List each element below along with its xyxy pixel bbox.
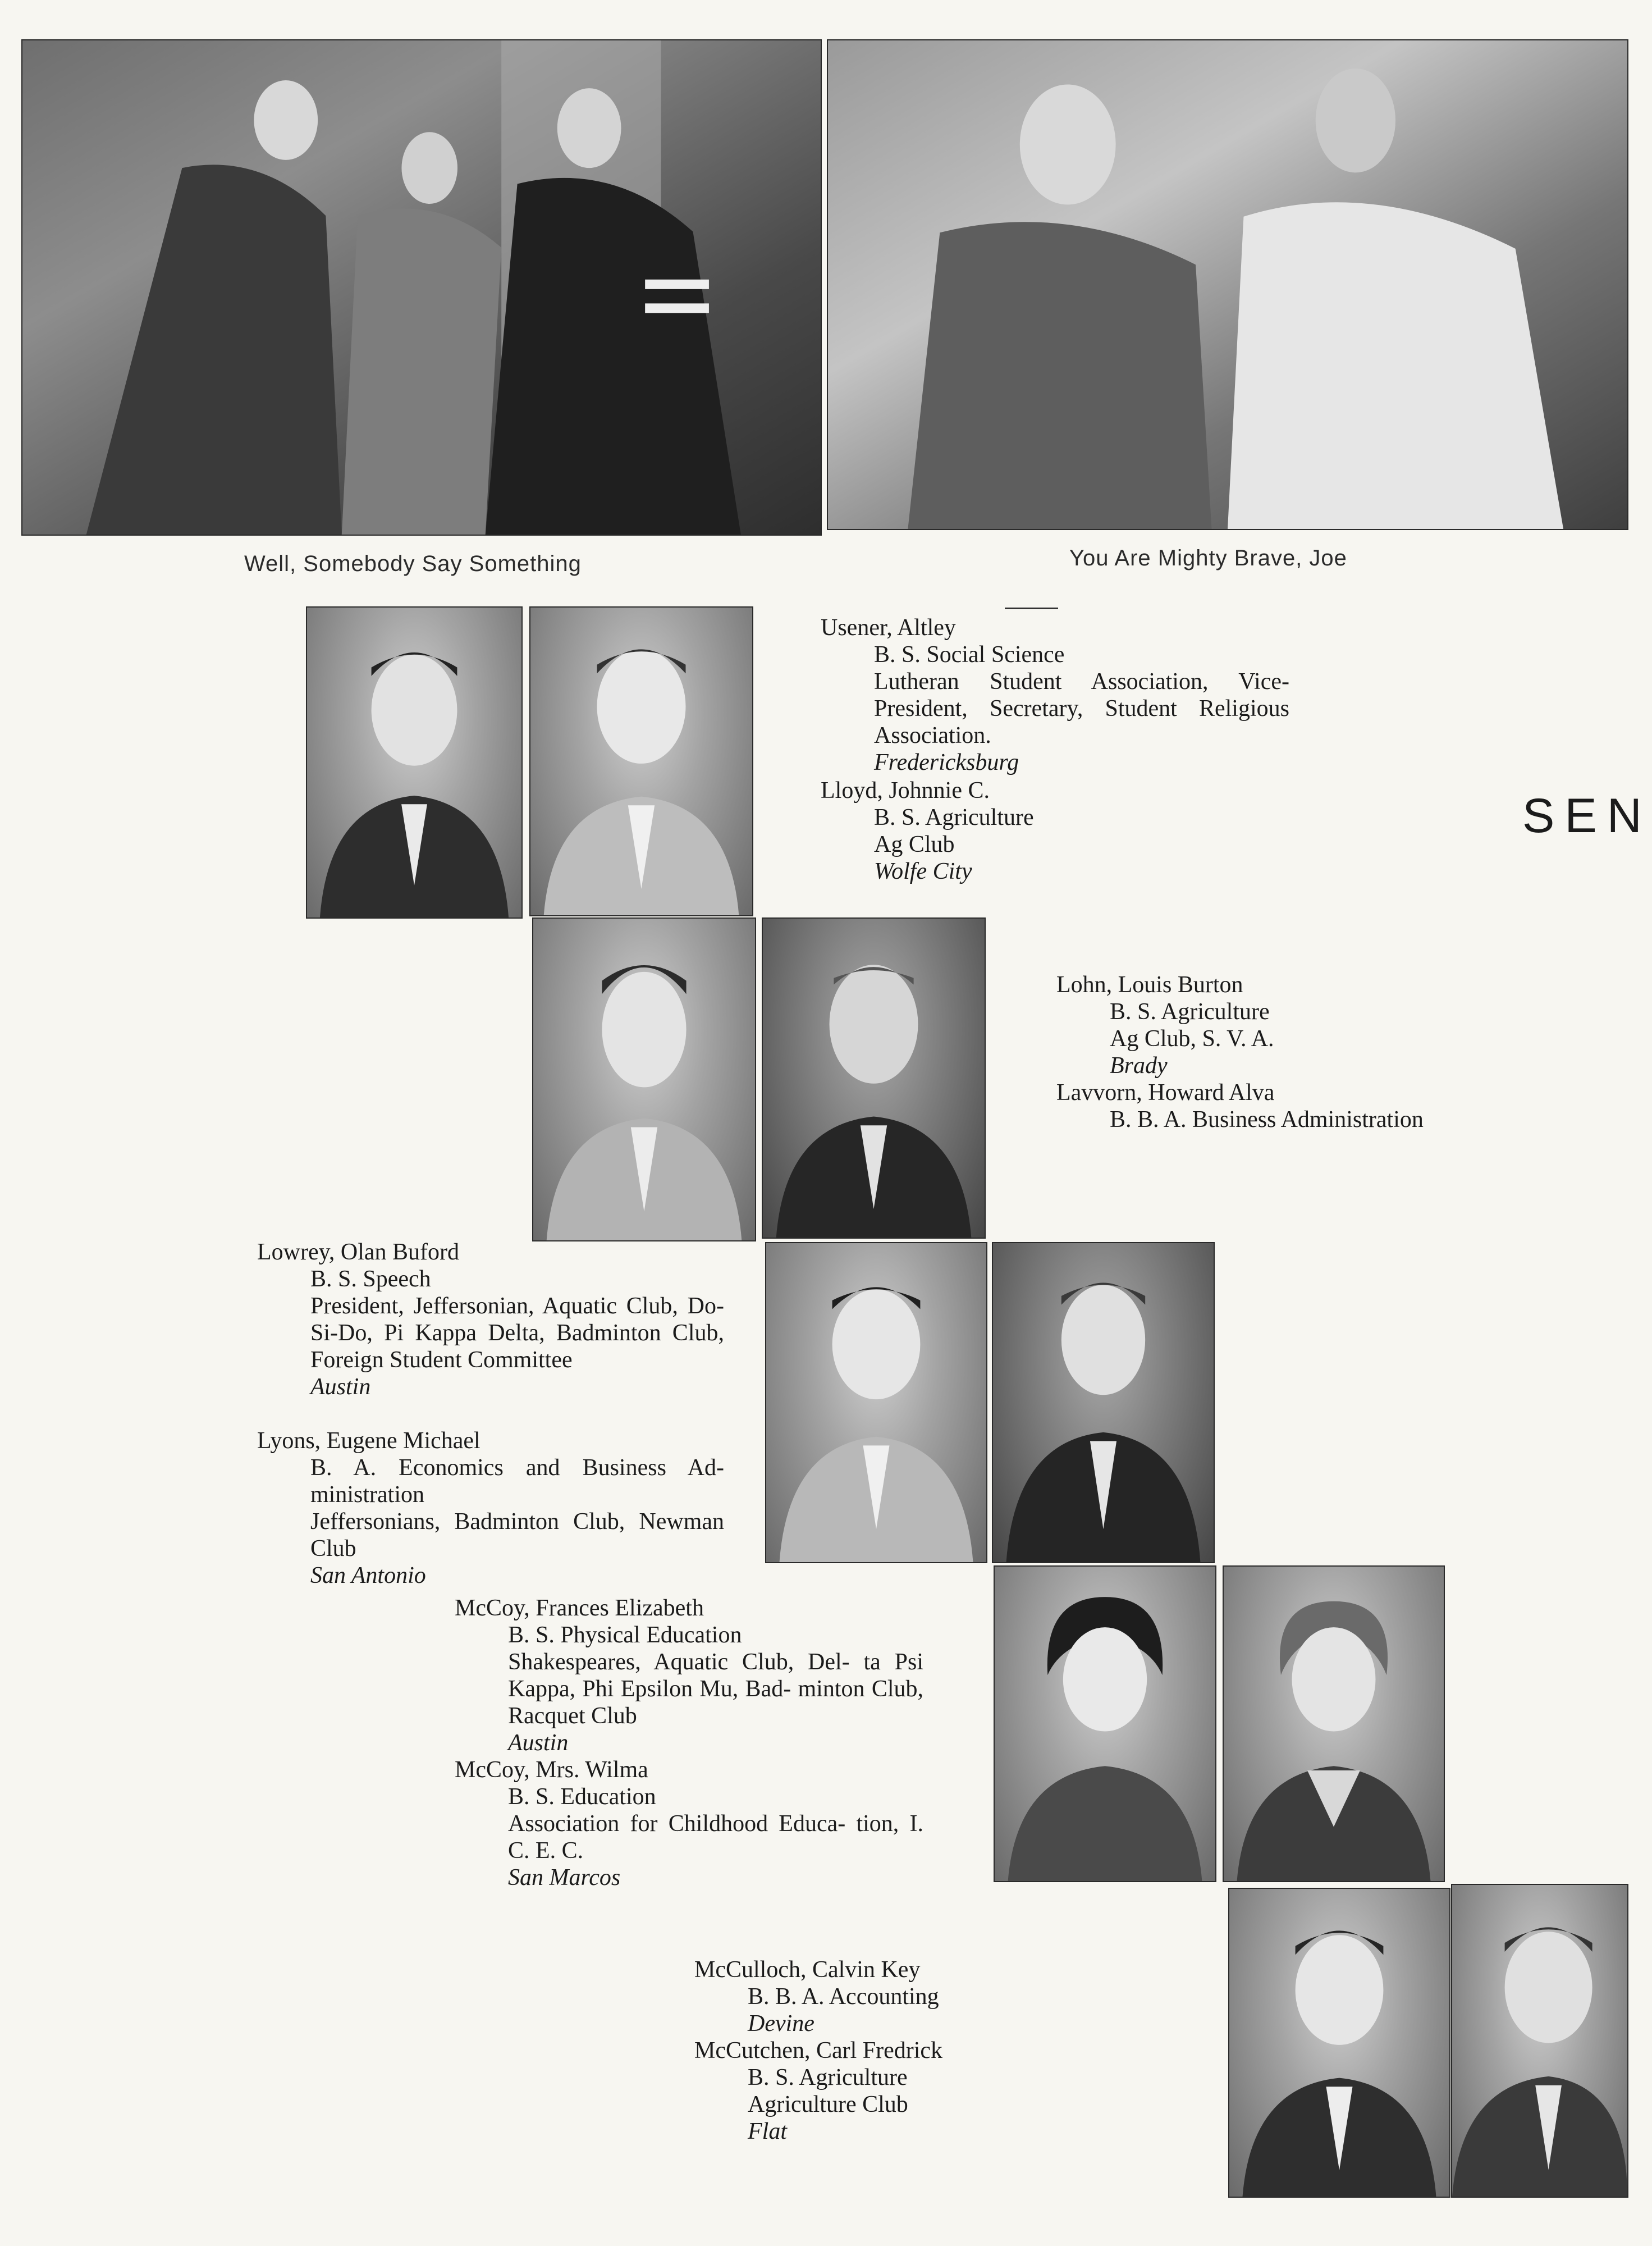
- entry-activities: Ag Club: [874, 832, 955, 857]
- portrait-usener: [306, 606, 523, 919]
- entry-lowrey: [257, 1239, 724, 1400]
- entry-activities: President, Jeffersonian, Aquatic Club, Do-Si-Do, Pi Kappa Delta, Badminton Club, Foreign Student Committee: [310, 1293, 724, 1373]
- entry-mccoy-frances: [455, 1595, 923, 1756]
- entry-degree: B. S. Agriculture: [748, 2065, 908, 2090]
- entry-degree: B. S. Agriculture: [874, 805, 1034, 830]
- entry-name: McCoy, Mrs. Wilma: [455, 1757, 648, 1783]
- candid-photo-right: [827, 39, 1628, 530]
- entry-activities: Lutheran Student Association, Vice-President, Secretary, Student Religious Association.: [874, 669, 1289, 748]
- entry-name: Lloyd, Johnnie C.: [821, 778, 990, 804]
- entry-usener: [821, 614, 1289, 776]
- portrait-mccutchen: [1451, 1884, 1628, 2198]
- entry-name: Lyons, Eugene Michael: [257, 1428, 481, 1454]
- portrait-lohn: [532, 917, 756, 1241]
- portrait-lowrey: [765, 1242, 987, 1563]
- entry-hometown: Austin: [310, 1374, 371, 1400]
- photo-caption-left: Well, Somebody Say Something: [244, 551, 582, 576]
- entry-hometown: San Marcos: [508, 1865, 621, 1891]
- entry-mcculloch: [694, 1956, 1087, 2037]
- entry-name: Lowrey, Olan Buford: [257, 1239, 460, 1265]
- entry-hometown: Austin: [508, 1730, 569, 1756]
- entry-hometown: Wolfe City: [874, 859, 972, 884]
- entry-activities: Shakespeares, Aquatic Club, Del- ta Psi Kappa, Phi Epsilon Mu, Bad- minton Club, Racquet Club: [508, 1649, 923, 1729]
- entry-name: McCulloch, Calvin Key: [694, 1957, 921, 1983]
- entry-name: Lavvorn, Howard Alva: [1056, 1080, 1275, 1106]
- entry-name: McCoy, Frances Elizabeth: [455, 1595, 704, 1621]
- entry-lohn: [1056, 971, 1562, 1079]
- entry-degree: B. S. Education: [508, 1784, 656, 1810]
- portrait-lavvorn: [762, 917, 986, 1239]
- entry-degree: B. B. A. Accounting: [748, 1984, 939, 2010]
- entry-activities: Association for Childhood Educa- tion, I. C. E. C.: [508, 1811, 923, 1864]
- portrait-mccoy-wilma: [1223, 1565, 1445, 1882]
- portrait-mcculloch: [1228, 1888, 1450, 2198]
- portrait-lyons: [992, 1242, 1215, 1563]
- entry-activities: Ag Club, S. V. A.: [1110, 1026, 1274, 1052]
- entry-mccoy-wilma: [455, 1756, 923, 1891]
- entry-lloyd: [821, 777, 1289, 885]
- entry-degree: B. S. Physical Education: [508, 1622, 742, 1648]
- entry-hometown: San Antonio: [310, 1563, 426, 1588]
- entry-name: Usener, Altley: [821, 615, 956, 641]
- entry-degree: B. S. Social Science: [874, 642, 1065, 668]
- entry-activities: Jeffersonians, Badminton Club, Newman Club: [310, 1509, 724, 1562]
- entry-degree: B. B. A. Business Administration: [1110, 1107, 1424, 1133]
- entry-degree: B. S. Speech: [310, 1266, 431, 1292]
- portrait-lloyd: [529, 606, 753, 916]
- section-title: SEN: [1522, 789, 1652, 843]
- entry-degree: B. S. Agriculture: [1110, 999, 1270, 1025]
- entry-hometown: Devine: [748, 2011, 814, 2037]
- entry-mccutchen: [694, 2037, 1087, 2145]
- entry-name: McCutchen, Carl Fredrick: [694, 2038, 943, 2064]
- entry-degree: B. A. Economics and Business Ad- ministration: [310, 1455, 724, 1508]
- entry-lavvorn: [1056, 1079, 1562, 1133]
- candid-photo-left: [21, 39, 822, 536]
- entry-hometown: Flat: [748, 2119, 787, 2144]
- entry-activities: Agriculture Club: [748, 2092, 908, 2117]
- portrait-mccoy-frances: [994, 1565, 1216, 1882]
- entry-name: Lohn, Louis Burton: [1056, 972, 1243, 998]
- photo-caption-right: You Are Mighty Brave, Joe: [1069, 546, 1347, 570]
- divider-rule: [1005, 608, 1058, 609]
- entry-lyons: [257, 1427, 724, 1589]
- entry-hometown: Brady: [1110, 1053, 1168, 1079]
- entry-hometown: Fredericksburg: [874, 750, 1019, 775]
